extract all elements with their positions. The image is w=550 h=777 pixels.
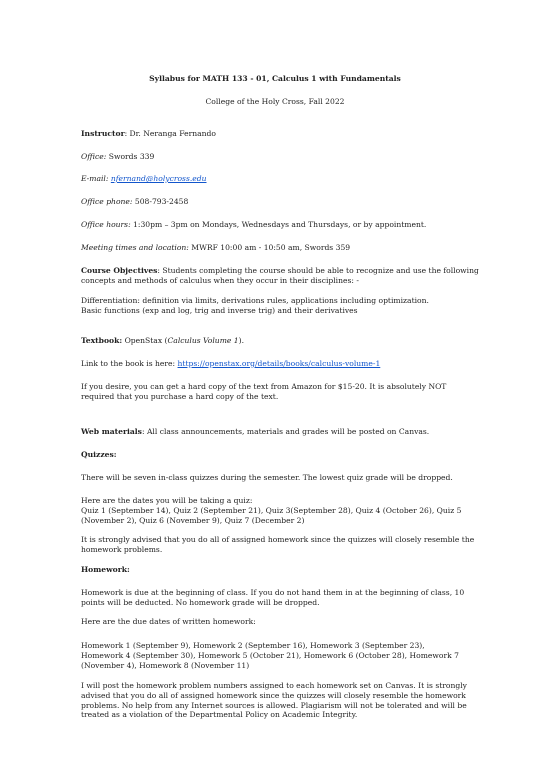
instructor-label: Instructor [81, 129, 125, 138]
homework-dates-line2: Homework 4 (September 30), Homework 5 (October 21), Homework 6 (October 28), Homework 7 (November 4), Homework 8 (November 11) [81, 651, 459, 670]
quizzes-intro: There will be seven in-class quizzes during the semester. The lowest quiz grade will be dropped. [81, 473, 453, 482]
textbook-line [81, 336, 481, 346]
textbook-value-end: ). [238, 336, 245, 345]
meeting-label: Meeting times and location: [81, 243, 189, 252]
quizzes-heading: Quizzes: [81, 450, 117, 459]
web-materials-label: Web materials [81, 427, 142, 436]
book-link-line [81, 359, 481, 369]
objectives-label: Course Objectives [81, 266, 158, 275]
homework-policy: I will post the homework problem numbers assigned to each homework set on Canvas. It is strongly advised that you do all of assigned homework since the quizzes will closely resemble the homework problems. No help from any Internet sources is allowed. Plagiarism will not be tolerated and will be treated as a violation of the Departmental Policy on Academic Integrity. [81, 681, 467, 720]
textbook-label: Textbook: [81, 336, 123, 345]
office-line [81, 152, 481, 162]
email-label: E-mail: [81, 174, 109, 183]
phone-label: Office phone: [81, 197, 133, 206]
office-hours-label: Office hours: [81, 220, 131, 229]
objectives-paragraph [81, 266, 481, 286]
meeting-line [81, 243, 481, 253]
quizzes-dates-intro: Here are the dates you will be taking a quiz: [81, 496, 253, 505]
web-materials-value: : All class announcements, materials and grades will be posted on Canvas. [141, 427, 430, 436]
textbook-value: OpenStax ( [122, 336, 168, 345]
topic-item: Differentiation: definition via limits, derivations rules, applications including optimization. [81, 296, 429, 305]
office-value: Swords 339 [106, 152, 155, 161]
homework-intro: Homework is due at the beginning of class. If you do not hand them in at the beginning of class, 10 points will be deducted. No homework grade will be dropped. [81, 588, 465, 607]
homework-heading: Homework: [81, 565, 130, 574]
objectives-value: : Students completing the course should be able to recognize and use the following concepts and methods of calculus when they occur in their disciplines: - [81, 266, 479, 285]
quizzes-advice: It is strongly advised that you do all of assigned homework since the quizzes will closely resemble the homework problems. [81, 535, 475, 554]
email-link[interactable]: nfernand@holycross.edu [110, 174, 207, 183]
instructor-line [81, 129, 481, 139]
quizzes-dates: Quiz 1 (September 14), Quiz 2 (September 21), Quiz 3(September 28), Quiz 4 (October 26), Quiz 5 (November 2), Quiz 6 (November 9), Quiz 7 (December 2) [81, 506, 462, 525]
web-materials-line [81, 427, 481, 437]
homework-dates-intro: Here are the due dates of written homework: [81, 617, 256, 626]
phone-line [81, 197, 481, 207]
page-title: Syllabus for MATH 133 - 01, Calculus 1 with Fundamentals [149, 74, 401, 83]
book-link-label: Link to the book is here: [81, 359, 178, 368]
book-link[interactable]: https://openstax.org/details/books/calculus-volume-1 [177, 359, 381, 368]
phone-value: 508-793-2458 [132, 197, 189, 206]
meeting-value: MWRF 10:00 am - 10:50 am, Swords 359 [188, 243, 351, 252]
topic-item: Basic functions (exp and log, trig and inverse trig) and their derivatives [81, 306, 358, 315]
homework-dates-line1: Homework 1 (September 9), Homework 2 (September 16), Homework 3 (September 23), [81, 641, 425, 650]
page-subtitle: College of the Holy Cross, Fall 2022 [205, 97, 345, 106]
email-line [81, 174, 481, 184]
instructor-value: : Dr. Neranga Fernando [124, 129, 216, 138]
office-hours-value: 1:30pm – 3pm on Mondays, Wednesdays and Thursdays, or by appointment. [130, 220, 427, 229]
office-label: Office: [81, 152, 107, 161]
textbook-title: Calculus Volume 1 [167, 336, 239, 345]
hard-copy-paragraph: If you desire, you can get a hard copy of the text from Amazon for $15-20. It is absolutely NOT required that you purchase a hard copy of the text. [81, 382, 447, 401]
office-hours-line [81, 220, 481, 230]
